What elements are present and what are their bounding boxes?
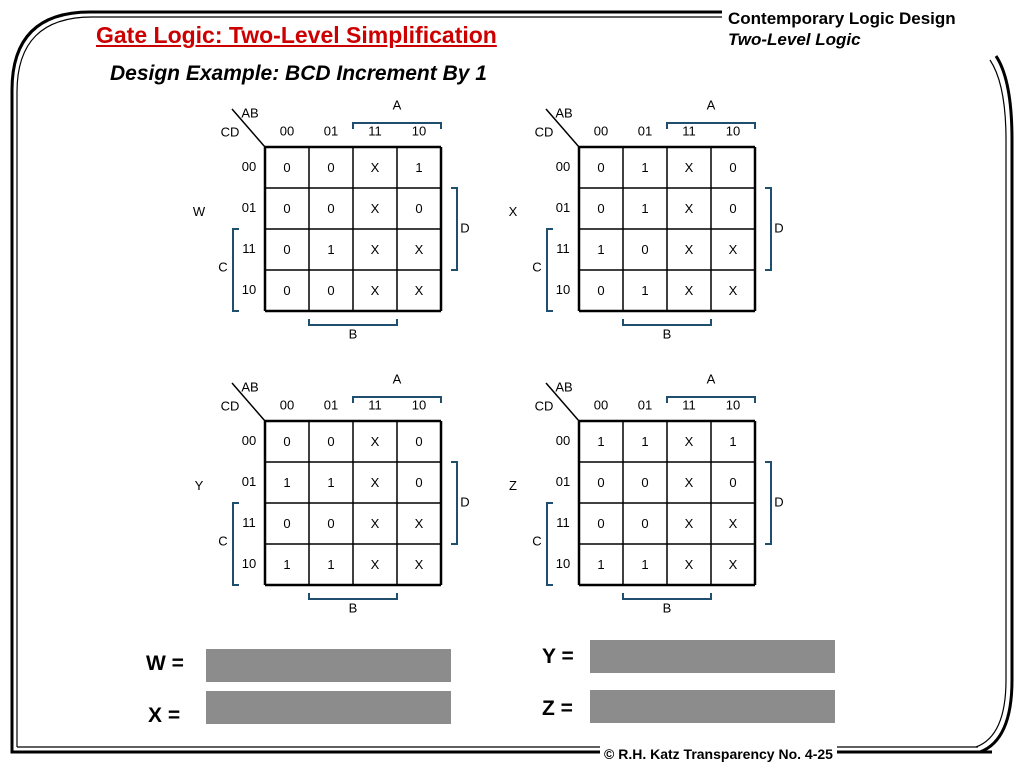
kmap-cell: X xyxy=(370,159,380,175)
kmap-row-label: 01 xyxy=(555,199,571,215)
kmap-ab-label: AB xyxy=(241,379,259,395)
kmap-cell: X xyxy=(370,474,380,490)
kmap-cell: 0 xyxy=(327,282,335,298)
kmap-col-label: 10 xyxy=(411,397,427,413)
kmap-row-label: 00 xyxy=(555,158,571,174)
kmap-row-label: 10 xyxy=(241,281,257,297)
equation-w-answer xyxy=(206,649,451,682)
kmap-cell: 0 xyxy=(597,200,605,216)
kmap-cell: 0 xyxy=(641,515,649,531)
kmap-b-label: B xyxy=(662,600,672,616)
kmap-col-label: 01 xyxy=(637,397,653,413)
kmap-cell: X xyxy=(414,241,424,257)
kmap-b-label: B xyxy=(662,326,672,342)
kmap-cell: X xyxy=(728,241,738,257)
kmap-a-label: A xyxy=(706,371,716,387)
kmap-row-label: 10 xyxy=(555,555,571,571)
kmap-col-label: 00 xyxy=(593,123,609,139)
kmap-cell: X xyxy=(414,282,424,298)
kmap-cell: 0 xyxy=(283,159,291,175)
kmap-cell: 1 xyxy=(641,200,649,216)
kmap-bracket-a xyxy=(353,123,441,129)
kmap-cell: 0 xyxy=(283,241,291,257)
kmap-bracket-d xyxy=(451,462,457,544)
kmap-cd-label: CD xyxy=(220,398,240,414)
kmap-cell: 0 xyxy=(597,515,605,531)
footer-credit: © R.H. Katz Transparency No. 4-25 xyxy=(600,746,837,762)
kmap-row-label: 11 xyxy=(242,240,256,256)
kmap-cell: 1 xyxy=(597,556,605,572)
kmap-row-label: 10 xyxy=(555,281,571,297)
kmap-cell: 0 xyxy=(327,515,335,531)
kmap-col-label: 00 xyxy=(279,123,295,139)
header-right xyxy=(728,8,956,50)
kmap-cell: 0 xyxy=(283,200,291,216)
kmap-cell: X xyxy=(684,433,694,449)
kmap-a-label: A xyxy=(706,97,716,113)
kmap-bracket-c xyxy=(233,229,239,311)
kmap-cell: 0 xyxy=(729,200,737,216)
kmap-cell: X xyxy=(684,515,694,531)
equation-y-label: Y = xyxy=(542,645,574,668)
kmap-col-label: 01 xyxy=(323,123,339,139)
kmap-row-label: 01 xyxy=(555,473,571,489)
kmap-y xyxy=(190,370,470,616)
kmap-row-label: 00 xyxy=(241,432,257,448)
kmap-col-label: 11 xyxy=(682,397,696,413)
kmap-cell: X xyxy=(684,159,694,175)
kmap-svg xyxy=(504,370,784,616)
kmap-d-label: D xyxy=(460,220,470,236)
kmap-col-label: 01 xyxy=(323,397,339,413)
kmap-cell: 1 xyxy=(641,433,649,449)
kmap-bracket-b xyxy=(309,319,397,325)
kmap-col-label: 00 xyxy=(593,397,609,413)
equation-y-answer xyxy=(590,640,835,673)
kmap-function-label: W xyxy=(192,204,206,220)
kmap-cell: 1 xyxy=(283,474,291,490)
kmap-cell: 0 xyxy=(283,433,291,449)
kmap-cell: X xyxy=(684,556,694,572)
kmap-a-label: A xyxy=(392,97,402,113)
kmap-ab-label: AB xyxy=(555,105,573,121)
equation-z-answer xyxy=(590,690,835,723)
kmap-cell: 1 xyxy=(597,433,605,449)
kmap-row-label: 00 xyxy=(555,432,571,448)
kmap-cell: X xyxy=(370,556,380,572)
kmap-bracket-a xyxy=(353,397,441,403)
kmap-function-label: Y xyxy=(194,478,204,494)
kmap-c-label: C xyxy=(532,259,542,275)
kmap-bracket-a xyxy=(667,123,755,129)
equation-x-label: X = xyxy=(148,704,181,727)
kmap-c-label: C xyxy=(532,533,542,549)
kmap-bracket-d xyxy=(451,188,457,270)
kmap-row-label: 11 xyxy=(556,514,570,530)
kmap-bracket-c xyxy=(547,229,553,311)
kmap-cell: 1 xyxy=(729,433,737,449)
kmap-row-label: 01 xyxy=(241,199,257,215)
kmap-cell: 1 xyxy=(415,159,423,175)
kmap-cell: 0 xyxy=(415,200,423,216)
kmap-cell: 1 xyxy=(641,159,649,175)
kmap-cell: 0 xyxy=(729,474,737,490)
kmap-cd-label: CD xyxy=(534,398,554,414)
kmap-bracket-b xyxy=(623,319,711,325)
kmap-z xyxy=(504,370,784,616)
frame-right-inner xyxy=(976,60,1006,747)
kmap-col-label: 01 xyxy=(637,123,653,139)
kmap-function-label: X xyxy=(508,204,518,220)
kmap-cell: 0 xyxy=(283,515,291,531)
kmap-cell: X xyxy=(414,556,424,572)
kmap-a-label: A xyxy=(392,371,402,387)
kmap-cell: 0 xyxy=(729,159,737,175)
kmap-cell: X xyxy=(414,515,424,531)
kmap-bracket-b xyxy=(309,593,397,599)
kmap-col-label: 00 xyxy=(279,397,295,413)
kmap-ab-label: AB xyxy=(241,105,259,121)
kmap-cell: 0 xyxy=(597,159,605,175)
kmap-bracket-c xyxy=(233,503,239,585)
slide-subtitle: Design Example: BCD Increment By 1 xyxy=(110,62,487,85)
kmap-cell: 0 xyxy=(327,159,335,175)
kmap-col-label: 10 xyxy=(411,123,427,139)
kmap-cell: X xyxy=(370,241,380,257)
kmap-row-label: 01 xyxy=(241,473,257,489)
kmap-cell: X xyxy=(370,515,380,531)
kmap-svg xyxy=(504,96,784,342)
kmap-cell: 0 xyxy=(641,241,649,257)
kmap-cell: X xyxy=(684,282,694,298)
kmap-cell: 0 xyxy=(597,282,605,298)
equation-x-answer xyxy=(206,691,451,724)
kmap-w xyxy=(190,96,470,342)
kmap-col-label: 11 xyxy=(682,123,696,139)
kmap-d-label: D xyxy=(774,220,784,236)
kmap-row-label: 00 xyxy=(241,158,257,174)
kmap-bracket-d xyxy=(765,462,771,544)
kmap-svg xyxy=(190,96,470,342)
kmap-b-label: B xyxy=(348,326,358,342)
kmap-cell: X xyxy=(728,282,738,298)
frame-outer xyxy=(12,12,992,752)
kmap-x xyxy=(504,96,784,342)
kmap-cd-label: CD xyxy=(220,124,240,140)
kmap-cd-label: CD xyxy=(534,124,554,140)
kmap-col-label: 11 xyxy=(368,123,382,139)
kmap-ab-label: AB xyxy=(555,379,573,395)
kmap-cell: X xyxy=(370,433,380,449)
kmap-cell: 0 xyxy=(641,474,649,490)
kmap-bracket-b xyxy=(623,593,711,599)
kmap-cell: 1 xyxy=(641,282,649,298)
kmap-cell: 0 xyxy=(327,433,335,449)
kmap-col-label: 10 xyxy=(725,397,741,413)
kmap-function-label: Z xyxy=(509,478,517,494)
kmap-cell: X xyxy=(728,515,738,531)
kmap-d-label: D xyxy=(774,494,784,510)
kmap-cell: 0 xyxy=(415,433,423,449)
kmap-cell: X xyxy=(684,474,694,490)
kmap-row-label: 10 xyxy=(241,555,257,571)
kmap-svg xyxy=(190,370,470,616)
kmap-bracket-c xyxy=(547,503,553,585)
kmap-cell: X xyxy=(728,556,738,572)
kmap-c-label: C xyxy=(218,259,228,275)
kmap-cell: X xyxy=(684,241,694,257)
kmap-cell: 1 xyxy=(327,241,335,257)
course-name: Contemporary Logic Design xyxy=(728,9,956,28)
kmap-c-label: C xyxy=(218,533,228,549)
frame-right-outer xyxy=(980,56,1012,752)
kmap-cell: 1 xyxy=(283,556,291,572)
kmap-b-label: B xyxy=(348,600,358,616)
kmap-cell: 0 xyxy=(597,474,605,490)
kmap-cell: 1 xyxy=(327,556,335,572)
kmap-cell: X xyxy=(370,200,380,216)
kmap-cell: 1 xyxy=(327,474,335,490)
kmap-row-label: 11 xyxy=(556,240,570,256)
kmap-cell: 0 xyxy=(415,474,423,490)
kmap-cell: X xyxy=(370,282,380,298)
kmap-cell: 1 xyxy=(641,556,649,572)
kmap-col-label: 10 xyxy=(725,123,741,139)
kmap-bracket-d xyxy=(765,188,771,270)
kmap-col-label: 11 xyxy=(368,397,382,413)
kmap-cell: 1 xyxy=(597,241,605,257)
slide-title: Gate Logic: Two-Level Simplification xyxy=(96,22,497,48)
kmap-cell: 0 xyxy=(327,200,335,216)
chapter-name: Two-Level Logic xyxy=(728,30,861,49)
kmap-bracket-a xyxy=(667,397,755,403)
equation-w-label: W = xyxy=(146,652,184,675)
kmap-cell: X xyxy=(684,200,694,216)
kmap-row-label: 11 xyxy=(242,514,256,530)
kmap-cell: 0 xyxy=(283,282,291,298)
kmap-d-label: D xyxy=(460,494,470,510)
equation-z-label: Z = xyxy=(542,697,573,720)
